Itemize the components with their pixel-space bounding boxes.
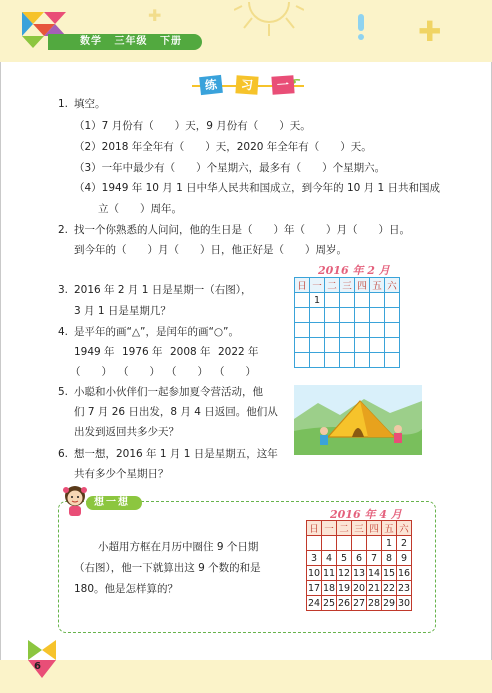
apr-day-cell: 30 [397, 597, 411, 609]
q2-line-1: 找一个你熟悉的人问问，他的生日是（ ）年（ ）月（ ）日。 [74, 224, 410, 236]
think-label [86, 495, 142, 511]
feb-header-mon: 一 [310, 278, 325, 293]
q5-line-2: 们 7 月 26 日出发，8 月 4 日返回。他们从 [74, 406, 278, 418]
apr-day-cell: 16 [397, 567, 411, 579]
q6-line-1: 想一想，2016 年 1 月 1 日是星期五，这年 [74, 448, 278, 460]
apr-day-cell: 14 [367, 567, 381, 579]
q2-line-2: 到今年的（ ）月（ ）日，他正好是（ ）周岁。 [74, 244, 347, 256]
apr-day-cell: 8 [382, 551, 397, 566]
q4-blank-3[interactable]: （ ） [166, 366, 208, 378]
apr-header-thu: 四 [367, 521, 382, 536]
header-subject: 数学 [80, 36, 102, 47]
apr-day-cell: 15 [382, 567, 396, 579]
apr-day-cell: 29 [382, 597, 396, 609]
apr-header-wed: 三 [352, 521, 367, 536]
q1-line-2: （2）2018 年全年有（ ）天，2020 年全年有（ ）天。 [74, 141, 372, 153]
q1-line-5: 立（ ）周年。 [98, 203, 182, 215]
apr-day-cell: 20 [352, 582, 366, 594]
plus-decoration-icon: ✚ [418, 15, 442, 48]
think-line-1: 小超用方框在月历中圈住 9 个日期 [98, 541, 259, 553]
apr-calendar [306, 520, 412, 611]
apr-day-cell: 26 [337, 597, 351, 609]
feb-header-sat: 六 [385, 278, 400, 293]
feb-header-sun: 日 [295, 278, 310, 293]
feb-header-tue: 二 [325, 278, 340, 293]
apr-day-cell: 17 [307, 582, 321, 594]
apr-day-cell: 4 [322, 551, 337, 566]
apr-day-cell: 23 [397, 582, 411, 594]
feb-header-thu: 四 [355, 278, 370, 293]
apr-day-cell: 28 [367, 597, 381, 609]
q6-line-2: 共有多少个星期日？ [74, 468, 169, 480]
q2-number: 2. [58, 224, 69, 236]
feb-calendar [294, 277, 400, 368]
q1-label: 填空。 [74, 98, 106, 110]
apr-day-cell: 7 [367, 551, 382, 566]
q3-line-1: 2016 年 2 月 1 日是星期一（右图）， [74, 284, 252, 296]
q1-line-1: （1）7 月份有（ ）天，9 月份有（ ）天。 [74, 120, 311, 132]
feb-calendar-title: 2016 年 2 月 [318, 264, 390, 277]
apr-day-cell: 21 [367, 582, 381, 594]
apr-day-cell: 9 [397, 551, 412, 566]
feb-cell-1: 1 [310, 293, 325, 308]
apr-header-fri: 五 [382, 521, 397, 536]
apr-day-cell: 2 [397, 536, 412, 551]
q1-line-3: （3）一年中最少有（ ）个星期六，最多有（ ）个星期六。 [74, 162, 386, 174]
think-label-text: 想一想 [94, 497, 130, 508]
header-grade: 三年级 [114, 36, 148, 47]
apr-day-cell: 22 [382, 582, 396, 594]
q4-number: 4. [58, 326, 69, 338]
apr-day-cell: 19 [337, 582, 351, 594]
page-number: 6 [34, 661, 41, 672]
q5-line-3: 出发到返回共多少天？ [74, 426, 179, 438]
apr-day-cell: 13 [352, 567, 366, 579]
footer-band [0, 660, 492, 693]
q4-blank-1[interactable]: （ ） [70, 366, 112, 378]
apr-day-cell [367, 536, 382, 551]
small-plus-decoration-icon: ✚ [148, 6, 162, 25]
apr-day-cell: 10 [307, 567, 321, 579]
apr-day-cell: 6 [352, 551, 367, 566]
think-line-2: （右图），他一下就算出这 9 个数的和是 [74, 562, 261, 574]
apr-day-cell: 12 [337, 567, 351, 579]
apr-calendar-title: 2016 年 4 月 [330, 508, 402, 521]
q4-year-1: 1949 年 [74, 346, 115, 358]
q4-blank-4[interactable]: （ ） [214, 366, 256, 378]
page-badge-icon [28, 640, 56, 678]
feb-header-fri: 五 [370, 278, 385, 293]
q6-number: 6. [58, 448, 69, 460]
think-line-3: 180。他是怎样算的？ [74, 583, 179, 595]
apr-header-sat: 六 [397, 521, 412, 536]
apr-day-cell: 5 [337, 551, 352, 566]
q1-line-4: （4）1949 年 10 月 1 日中华人民共和国成立，到今年的 10 月 1 日共和国成 [74, 182, 441, 194]
apr-day-cell: 3 [307, 551, 322, 566]
apr-header-tue: 二 [337, 521, 352, 536]
title-char-2: 习 [235, 75, 258, 94]
apr-day-cell: 1 [382, 536, 397, 551]
apr-day-cell: 27 [352, 597, 366, 609]
header-volume: 下册 [159, 36, 182, 47]
apr-header-mon: 一 [322, 521, 337, 536]
q4-year-2: 1976 年 [122, 346, 163, 358]
apr-header-sun: 日 [307, 521, 322, 536]
feb-cell [295, 293, 310, 308]
q3-number: 3. [58, 284, 69, 296]
apr-day-cell: 25 [322, 597, 336, 609]
apr-day-cell [352, 536, 367, 551]
exercise-title [196, 76, 300, 98]
apr-day-cell [322, 536, 337, 551]
header-bar [48, 34, 202, 50]
feb-header-wed: 三 [340, 278, 355, 293]
q4-year-4: 2022 年 [218, 346, 259, 358]
exclamation-decoration-icon [357, 14, 365, 40]
sun-decoration-icon [234, 0, 304, 40]
q4-line-1: 是平年的画“△”，是闰年的画“○”。 [74, 326, 239, 338]
apr-day-cell [337, 536, 352, 551]
q5-number: 5. [58, 386, 69, 398]
q1-number: 1. [58, 98, 69, 110]
title-char-1: 练 [199, 75, 223, 95]
title-char-3: 一 [271, 75, 294, 94]
apr-day-cell: 11 [322, 567, 336, 579]
q4-blank-2[interactable]: （ ） [118, 366, 160, 378]
apr-day-cell: 18 [322, 582, 336, 594]
apr-day-cell: 24 [307, 597, 321, 609]
q3-line-2: 3 月 1 日是星期几？ [74, 305, 171, 317]
q5-line-1: 小聪和小伙伴们一起参加夏令营活动，他 [74, 386, 263, 398]
camping-illustration [294, 385, 422, 455]
apr-day-cell [307, 536, 322, 551]
q4-year-3: 2008 年 [170, 346, 211, 358]
